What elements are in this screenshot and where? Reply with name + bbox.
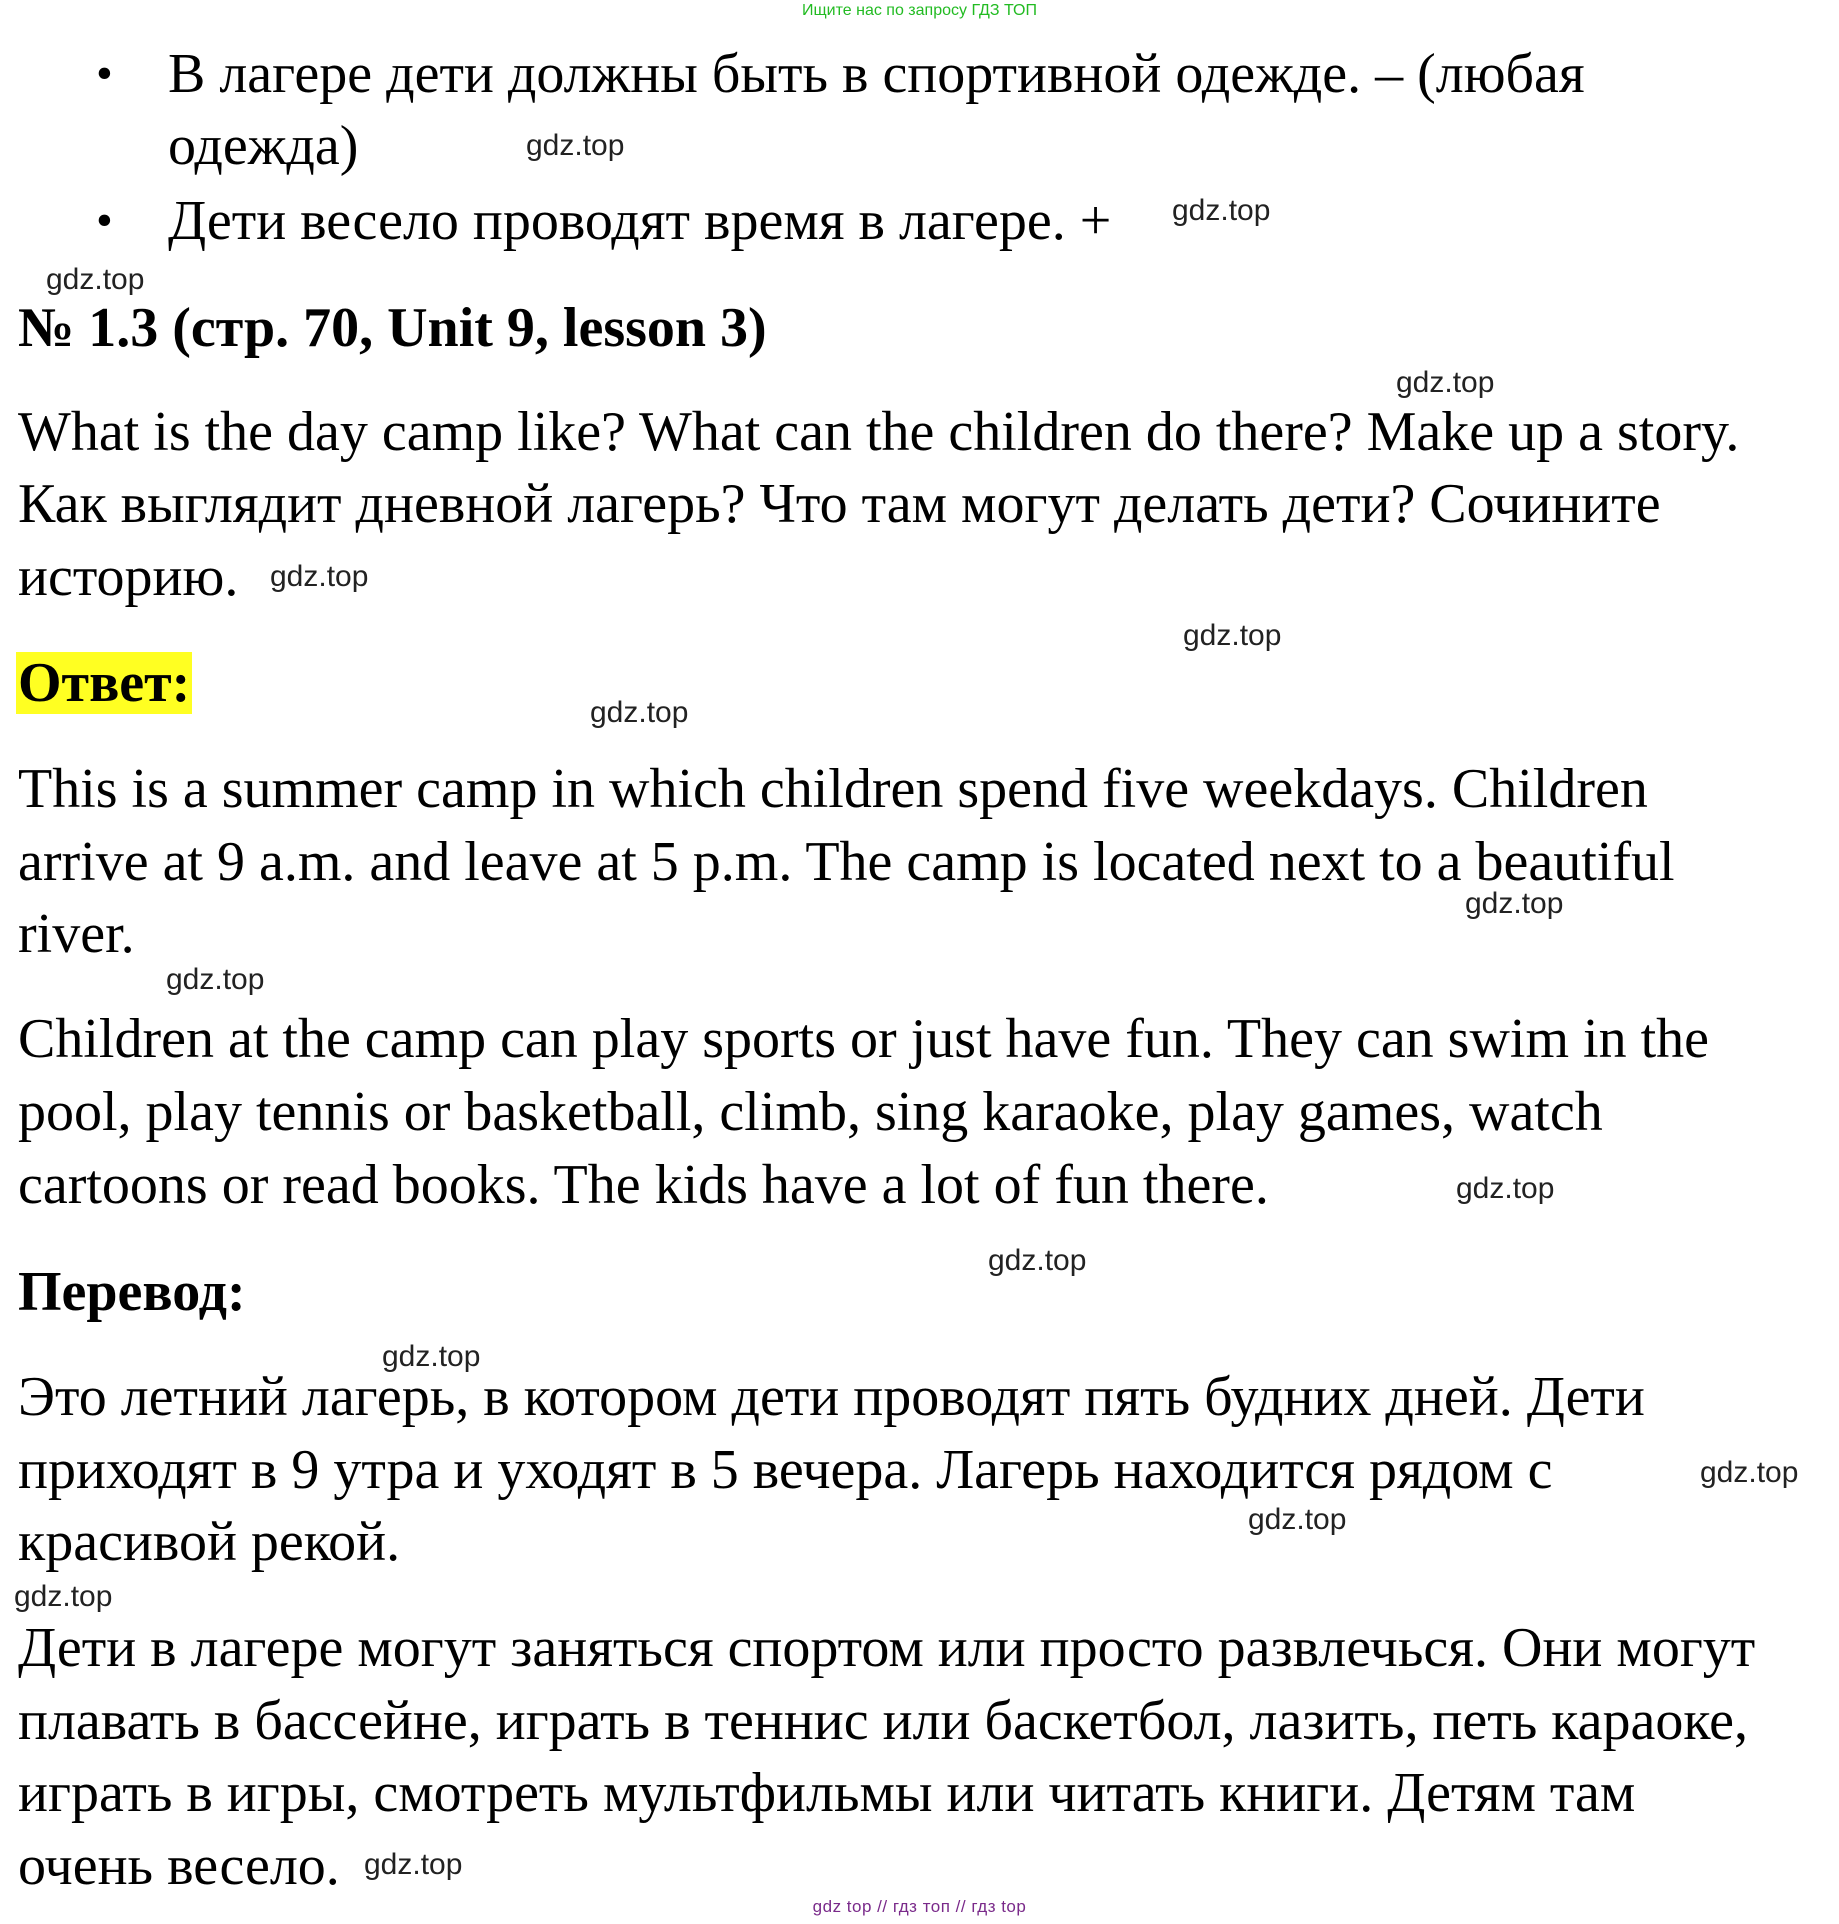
translation-line: Дети в лагере могут заняться спортом или просто развлечься. Они могут	[18, 1617, 1756, 1679]
answer-label	[16, 647, 192, 719]
watermark: gdz.top	[1465, 887, 1564, 920]
translation-line: красивой рекой.	[18, 1511, 401, 1573]
top-banner: Ищите нас по запросу ГДЗ ТОП	[802, 2, 1037, 19]
bullet-marker: •	[96, 194, 113, 247]
task-heading: № 1.3 (стр. 70, Unit 9, lesson 3)	[18, 297, 767, 359]
watermark: gdz.top	[590, 696, 689, 729]
translation-label: Перевод:	[18, 1261, 246, 1323]
bullet-line: Дети весело проводят время в лагере. +	[168, 190, 1112, 252]
answer-line: river.	[18, 903, 135, 965]
translation-line: очень весело.	[18, 1835, 340, 1897]
watermark: gdz.top	[1172, 194, 1271, 227]
answer-line: cartoons or read books. The kids have a lot of fun there.	[18, 1154, 1269, 1216]
watermark: gdz.top	[14, 1580, 113, 1613]
task-text-line: What is the day camp like? What can the children do there? Make up a story.	[18, 401, 1740, 463]
answer-label-text: Ответ:	[18, 652, 191, 714]
answer-line: pool, play tennis or basketball, climb, sing karaoke, play games, watch	[18, 1081, 1603, 1143]
translation-line: играть в игры, смотреть мультфильмы или читать книги. Детям там	[18, 1762, 1636, 1824]
watermark: gdz.top	[46, 263, 145, 296]
watermark: gdz.top	[166, 963, 265, 996]
watermark: gdz.top	[1396, 366, 1495, 399]
watermark: gdz.top	[364, 1848, 463, 1881]
translation-line: плавать в бассейне, играть в теннис или баскетбол, лазить, петь караоке,	[18, 1690, 1749, 1752]
watermark: gdz.top	[1248, 1503, 1347, 1536]
translation-line: Это летний лагерь, в котором дети проводят пять будних дней. Дети	[18, 1366, 1645, 1428]
answer-line: Children at the camp can play sports or just have fun. They can swim in the	[18, 1008, 1709, 1070]
translation-line: приходят в 9 утра и уходят в 5 вечера. Лагерь находится рядом с	[18, 1439, 1553, 1501]
watermark: gdz.top	[526, 129, 625, 162]
task-text-line: Как выглядит дневной лагерь? Что там могут делать дети? Сочините	[18, 473, 1661, 535]
footer-links: gdz top // гдз топ // гдз top	[812, 1897, 1027, 1916]
answer-line: This is a summer camp in which children spend five weekdays. Children	[18, 758, 1648, 820]
watermark: gdz.top	[988, 1244, 1087, 1277]
answer-line: arrive at 9 a.m. and leave at 5 p.m. The camp is located next to a beautiful	[18, 831, 1675, 893]
watermark: gdz.top	[1183, 619, 1282, 652]
watermark: gdz.top	[1700, 1456, 1799, 1489]
watermark: gdz.top	[382, 1340, 481, 1373]
watermark: gdz.top	[270, 560, 369, 593]
watermark: gdz.top	[1456, 1172, 1555, 1205]
bullet-line: одежда)	[168, 115, 359, 177]
task-text-line: историю.	[18, 546, 239, 608]
bullet-marker: •	[96, 47, 113, 100]
bullet-line: В лагере дети должны быть в спортивной одежде. – (любая	[168, 43, 1585, 105]
